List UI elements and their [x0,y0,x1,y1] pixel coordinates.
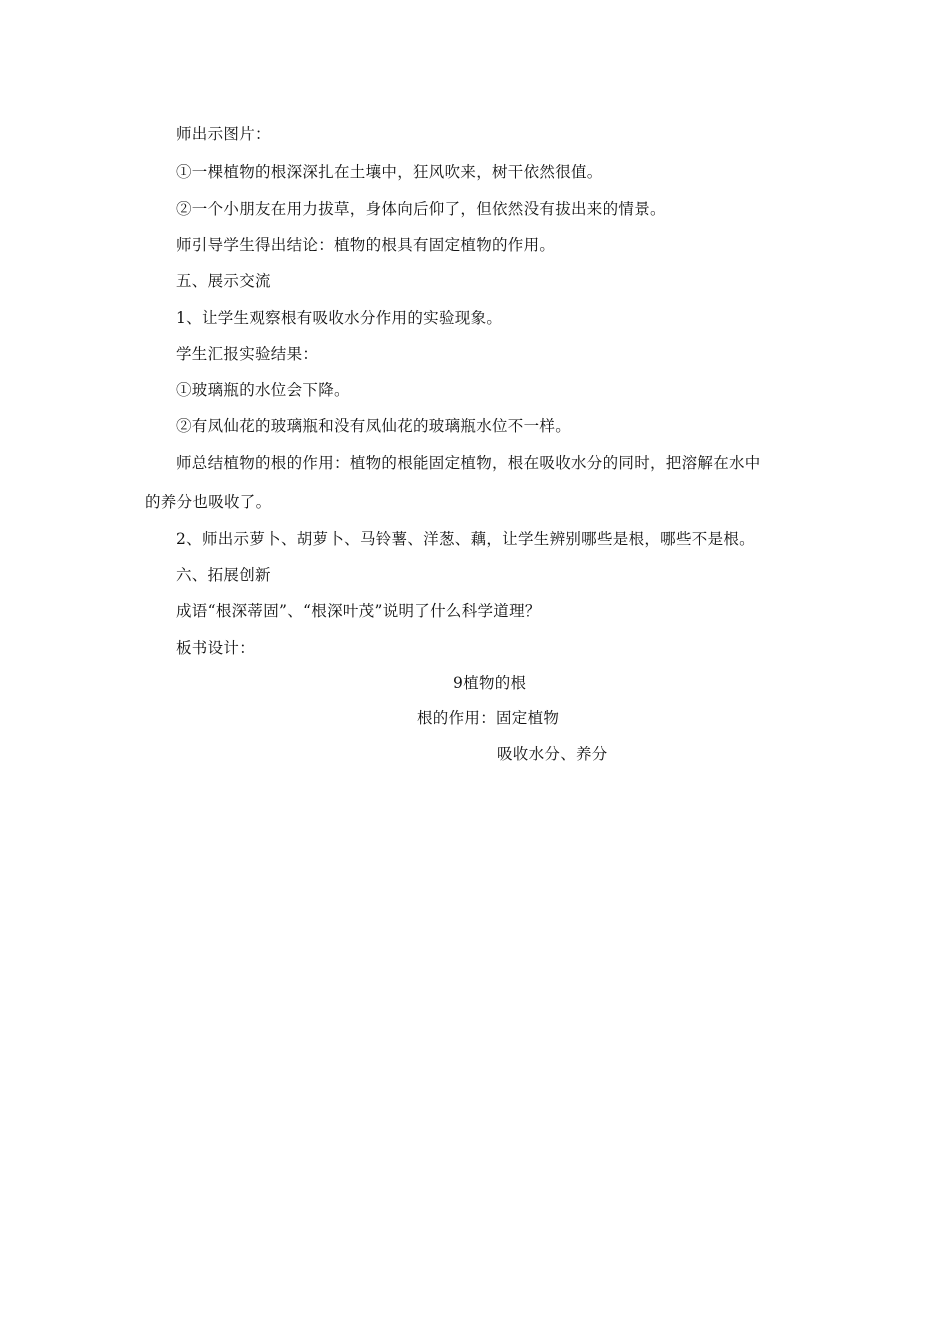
paragraph-result-1: ①玻璃瓶的水位会下降。 [176,381,350,399]
paragraph-report-results: 学生汇报实验结果： [176,345,319,363]
board-title: 9植物的根 [453,674,527,692]
paragraph-picture-1: ①一棵植物的根深深扎在土壤中，狂风吹来，树干依然很值。 [176,163,603,181]
board-line-function: 根的作用：固定植物 [417,709,560,727]
board-line-absorb: 吸收水分、养分 [497,745,608,763]
paragraph-identify-roots: 2、师出示萝卜、胡萝卜、马铃薯、洋葱、藕，让学生辨别哪些是根，哪些不是根。 [176,530,755,548]
paragraph-summary: 师总结植物的根的作用：植物的根能固定植物，根在吸收水分的同时，把溶解在水中 [176,454,761,472]
paragraph-picture-2: ②一个小朋友在用力拔草，身体向后仰了，但依然没有拔出来的情景。 [176,200,666,218]
paragraph-teacher-shows-pictures: 师出示图片： [176,125,271,143]
paragraph-summary-continued: 的养分也吸收了。 [145,493,272,511]
paragraph-result-2: ②有凤仙花的玻璃瓶和没有凤仙花的玻璃瓶水位不一样。 [176,417,572,435]
section-heading-6: 六、拓展创新 [176,566,271,584]
paragraph-board-design-label: 板书设计： [176,639,256,657]
section-heading-5: 五、展示交流 [176,272,271,290]
paragraph-idioms-question: 成语“根深蒂固”、“根深叶茂”说明了什么科学道理？ [176,602,541,620]
paragraph-conclusion: 师引导学生得出结论：植物的根具有固定植物的作用。 [176,236,556,254]
paragraph-observe-experiment: 1、让学生观察根有吸收水分作用的实验现象。 [176,309,503,327]
